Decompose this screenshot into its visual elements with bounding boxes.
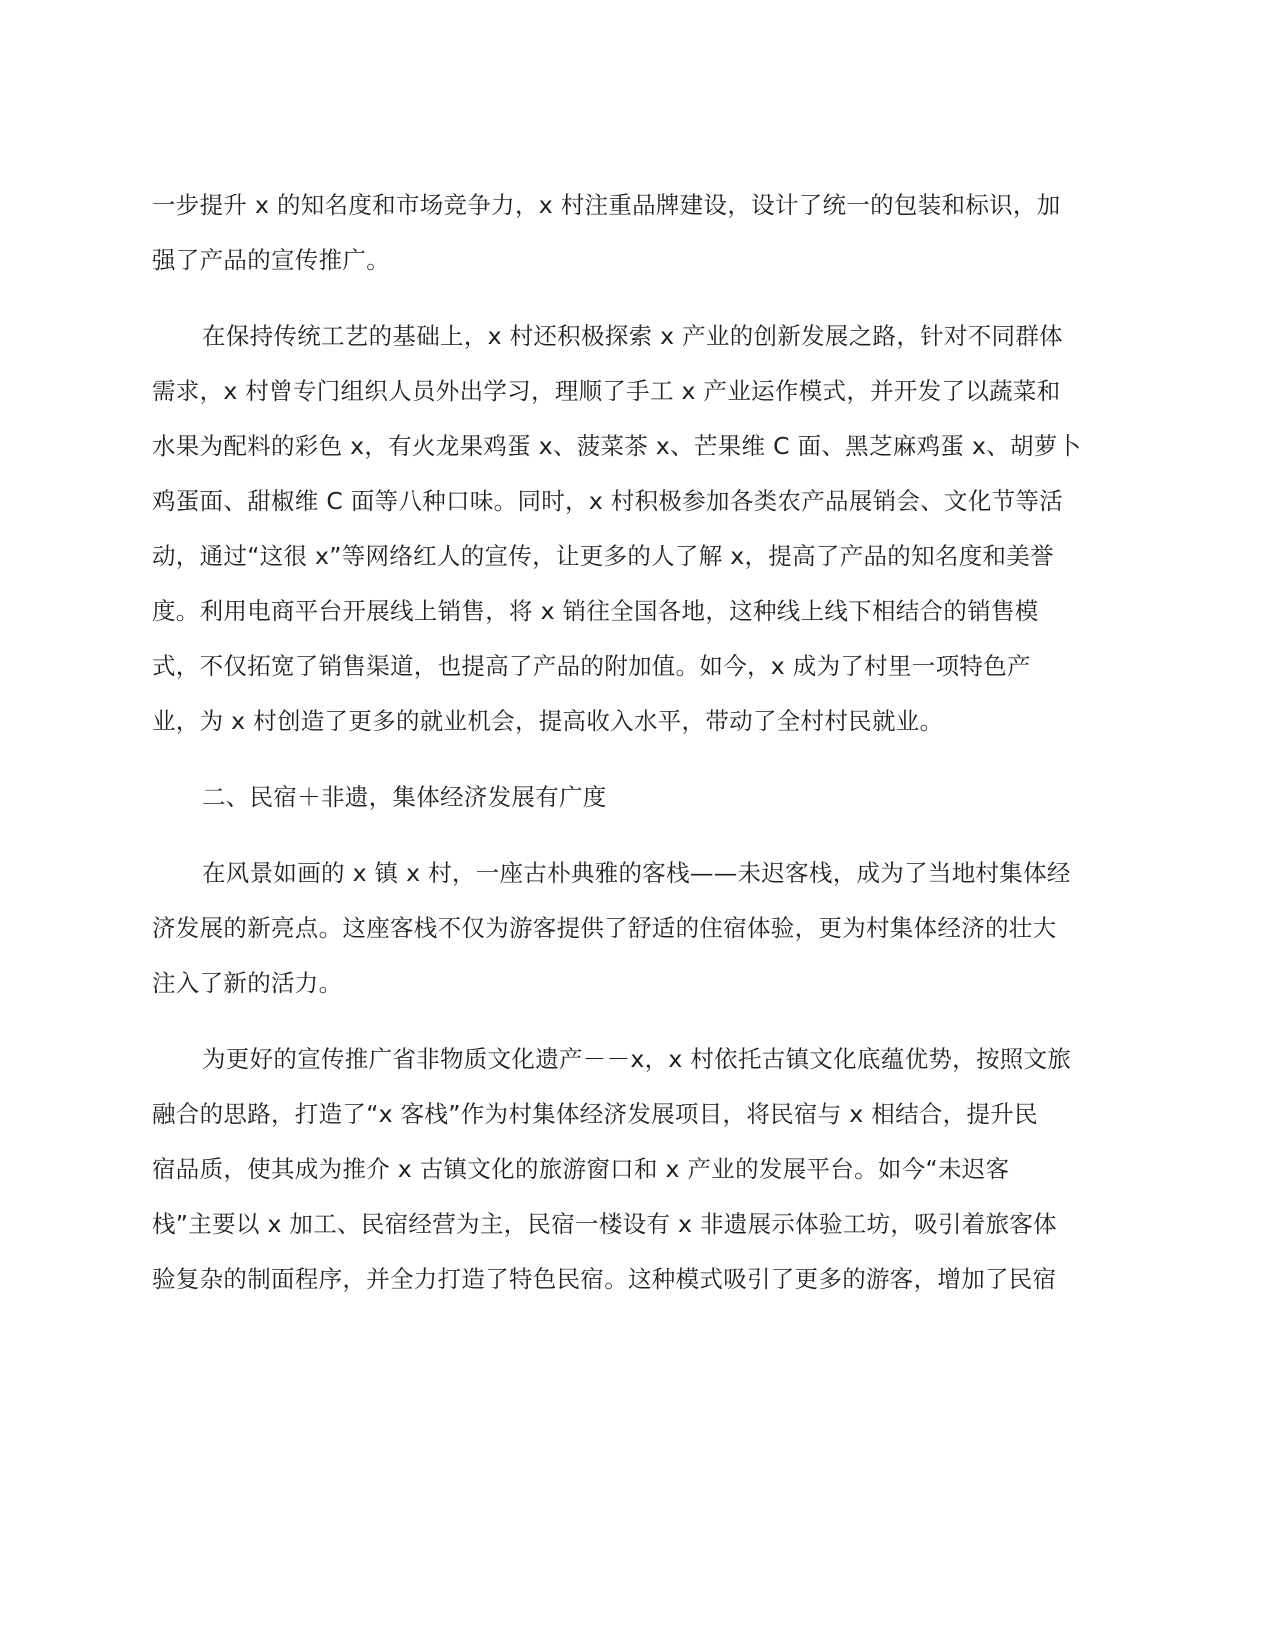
text-line: 宿品质，使其成为推介 x 古镇文化的旅游窗口和 x 产业的发展平台。如今“未迟客 bbox=[152, 1155, 1010, 1183]
text-line: 式，不仅拓宽了销售渠道，也提高了产品的附加值。如今，x 成为了村里一项特色产 bbox=[152, 652, 1031, 680]
text-line: 强了产品的宣传推广。 bbox=[152, 246, 390, 274]
text-line: 需求，x 村曾专门组织人员外出学习，理顺了手工 x 产业运作模式，并开发了以蔬菜和 bbox=[152, 377, 1061, 405]
text-line: 在风景如画的 x 镇 x 村，一座古朴典雅的客栈——未迟客栈，成为了当地村集体经 bbox=[202, 859, 1071, 887]
text-line: 水果为配料的彩色 x，有火龙果鸡蛋 x、菠菜茶 x、芒果维 C 面、黑芝麻鸡蛋 x、胡萝卜 bbox=[152, 432, 1082, 460]
text-line: 融合的思路，打造了“x 客栈”作为村集体经济发展项目，将民宿与 x 相结合，提升民 bbox=[152, 1100, 1038, 1128]
text-line: 为更好的宣传推广省非物质文化遗产－－x，x 村依托古镇文化底蕴优势，按照文旅 bbox=[202, 1045, 1072, 1073]
text-line: 注入了新的活力。 bbox=[152, 969, 343, 997]
text-line: 济发展的新亮点。这座客栈不仅为游客提供了舒适的住宿体验，更为村集体经济的壮大 bbox=[152, 914, 1057, 942]
section-heading: 二、民宿＋非遗，集体经济发展有广度 bbox=[202, 783, 607, 811]
text-line: 一步提升 x 的知名度和市场竞争力，x 村注重品牌建设，设计了统一的包装和标识，加 bbox=[152, 191, 1061, 219]
text-line: 鸡蛋面、甜椒维 C 面等八种口味。同时，x 村积极参加各类农产品展销会、文化节等活 bbox=[152, 487, 1064, 515]
text-line: 业，为 x 村创造了更多的就业机会，提高收入水平，带动了全村村民就业。 bbox=[152, 707, 944, 735]
text-line: 度。利用电商平台开展线上销售，将 x 销往全国各地，这种线上线下相结合的销售模 bbox=[152, 597, 1039, 625]
text-line: 动，通过“这很 x”等网络红人的宣传，让更多的人了解 x，提高了产品的知名度和美誉 bbox=[152, 542, 1054, 570]
text-line: 在保持传统工艺的基础上，x 村还积极探索 x 产业的创新发展之路，针对不同群体 bbox=[202, 322, 1063, 350]
text-line: 栈”主要以 x 加工、民宿经营为主，民宿一楼设有 x 非遗展示体验工坊，吸引着旅客体 bbox=[152, 1210, 1057, 1238]
text-line: 验复杂的制面程序，并全力打造了特色民宿。这种模式吸引了更多的游客，增加了民宿 bbox=[152, 1265, 1057, 1293]
